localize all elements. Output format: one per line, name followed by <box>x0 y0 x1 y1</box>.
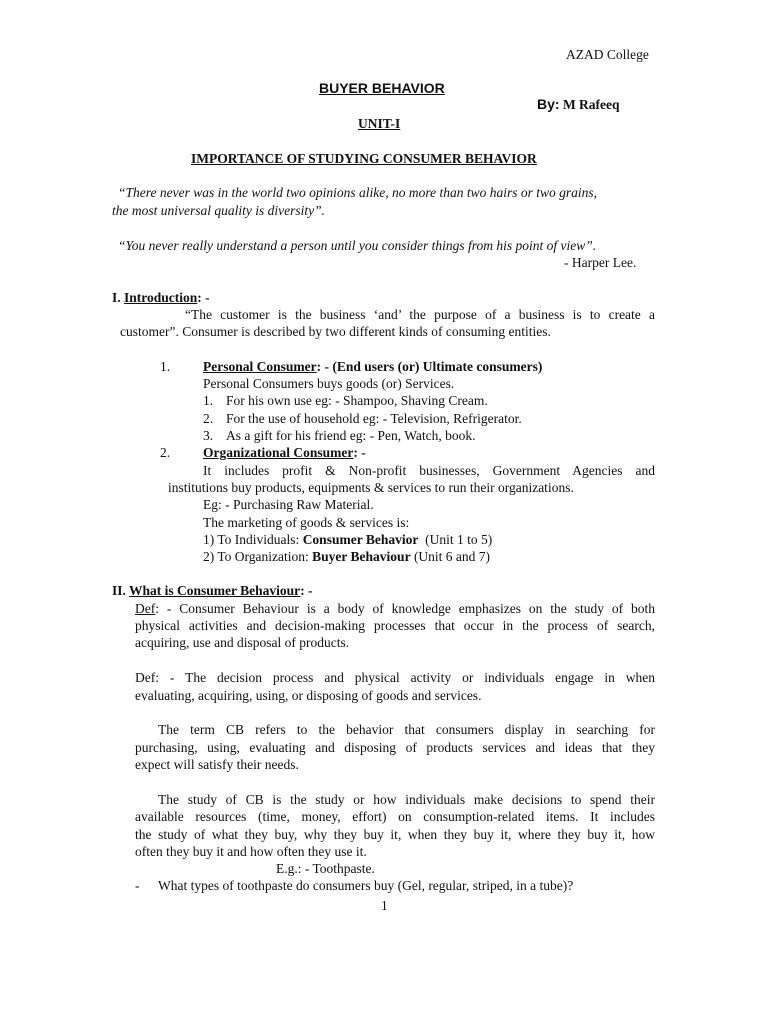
section-2-heading <box>112 582 313 599</box>
personal-consumer-suffix: : - (End users (or) Ultimate consumers) <box>316 359 543 374</box>
section-2-title: What is Consumer Behaviour <box>129 583 301 598</box>
subitem-3-number: 3. <box>203 428 214 443</box>
author-line <box>537 96 620 113</box>
to-individuals-bold: Consumer Behavior <box>302 532 419 547</box>
section-1-suffix: : - <box>197 290 210 305</box>
quote-2-attribution: - Harper Lee. <box>564 255 637 270</box>
to-individuals-prefix: 1) To Individuals: <box>203 532 303 547</box>
cb-term-line-3: expect will satisfy their needs. <box>135 757 299 772</box>
subitem-1-text: For his own use eg: - Shampoo, Shaving Cream. <box>226 393 488 408</box>
cb-term-line-2: purchasing, using, evaluating and disposing of products services and ideas that they <box>135 740 655 755</box>
bullet-dash: - <box>135 878 140 893</box>
cb-study-line-2: available resources (time, money, effort) on consumption-related items. It includes <box>135 809 655 824</box>
item-2-heading <box>203 444 366 461</box>
to-organization-suffix: (Unit 6 and 7) <box>410 549 491 564</box>
toothpaste-example: E.g.: - Toothpaste. <box>276 861 375 876</box>
intro-paragraph-line-2: customer”. Consumer is described by two different kinds of consuming entities. <box>120 324 551 339</box>
item-1-line: Personal Consumers buys goods (or) Services. <box>203 376 455 391</box>
subitem-2-number: 2. <box>203 411 214 426</box>
college-name: AZAD College <box>566 47 649 62</box>
def-2-line-2: evaluating, acquiring, using, or disposing of goods and services. <box>135 688 482 703</box>
page-number: 1 <box>381 898 388 913</box>
item-2-marketing: The marketing of goods & services is: <box>203 515 410 530</box>
def-1-line-1 <box>135 600 655 617</box>
item-2-example: Eg: - Purchasing Raw Material. <box>203 497 374 512</box>
document-title: BUYER BEHAVIOR <box>319 80 445 96</box>
item-2-line-2: institutions buy products, equipments & services to run their organizations. <box>168 480 574 495</box>
by-label: By: <box>537 96 560 112</box>
item-2-number: 2. <box>160 445 171 460</box>
to-individuals-line <box>203 531 492 548</box>
to-organization-bold: Buyer Behaviour <box>312 549 411 564</box>
def-1-text: : - Consumer Behaviour is a body of knowledge emphasizes on the study of both <box>155 601 655 616</box>
quote-1-line-1: “There never was in the world two opinions alike, no more than two hairs or two grains, <box>118 185 598 200</box>
cb-study-line-3: the study of what they buy, why they buy it, when they buy it, where they buy it, how <box>135 827 655 842</box>
author-name: M Rafeeq <box>562 97 620 112</box>
def-1-line-2: physical activities and decision-making processes that occur in the process of search, <box>135 618 655 633</box>
quote-2-line-1: “You never really understand a person until you consider things from his point of view”. <box>118 238 597 253</box>
subitem-1-number: 1. <box>203 393 214 408</box>
cb-term-line-1: The term CB refers to the behavior that consumers display in searching for <box>158 722 655 737</box>
item-1-heading <box>203 358 542 375</box>
section-1-title: Introduction <box>124 290 198 305</box>
unit-heading: UNIT-I <box>358 116 401 131</box>
to-organization-prefix: 2) To Organization: <box>203 549 313 564</box>
item-2-line-1: It includes profit & Non-profit businesses, Government Agencies and <box>203 463 655 478</box>
personal-consumer-title: Personal Consumer <box>203 359 317 374</box>
to-organization-line <box>203 548 490 565</box>
to-individuals-suffix: (Unit 1 to 5) <box>418 532 493 547</box>
section-2-number: II. <box>112 583 126 598</box>
subitem-2-text: For the use of household eg: - Television, Refrigerator. <box>226 411 522 426</box>
intro-paragraph-line-1: “The customer is the business ‘and’ the purpose of a business is to create a <box>185 307 655 322</box>
section-2-suffix: : - <box>300 583 313 598</box>
section-1-number: I. <box>112 290 121 305</box>
organizational-consumer-suffix: : - <box>353 445 366 460</box>
def-2-line-1: Def: - The decision process and physical activity or individuals engage in when <box>135 670 655 685</box>
cb-study-line-4: often they buy it and how often they use it. <box>135 844 367 859</box>
section-1-heading <box>112 289 210 306</box>
def-1-label: Def <box>135 601 156 616</box>
subitem-3-text: As a gift for his friend eg: - Pen, Watch, book. <box>226 428 476 443</box>
item-1-number: 1. <box>160 359 171 374</box>
def-1-line-3: acquiring, use and disposal of products. <box>135 635 350 650</box>
cb-study-line-1: The study of CB is the study or how individuals make decisions to spend their <box>158 792 655 807</box>
quote-1-line-2: the most universal quality is diversity”. <box>112 203 325 218</box>
bullet-question: What types of toothpaste do consumers buy (Gel, regular, striped, in a tube)? <box>158 878 574 893</box>
chapter-subtitle: IMPORTANCE OF STUDYING CONSUMER BEHAVIOR <box>191 151 537 166</box>
organizational-consumer-title: Organizational Consumer <box>203 445 354 460</box>
